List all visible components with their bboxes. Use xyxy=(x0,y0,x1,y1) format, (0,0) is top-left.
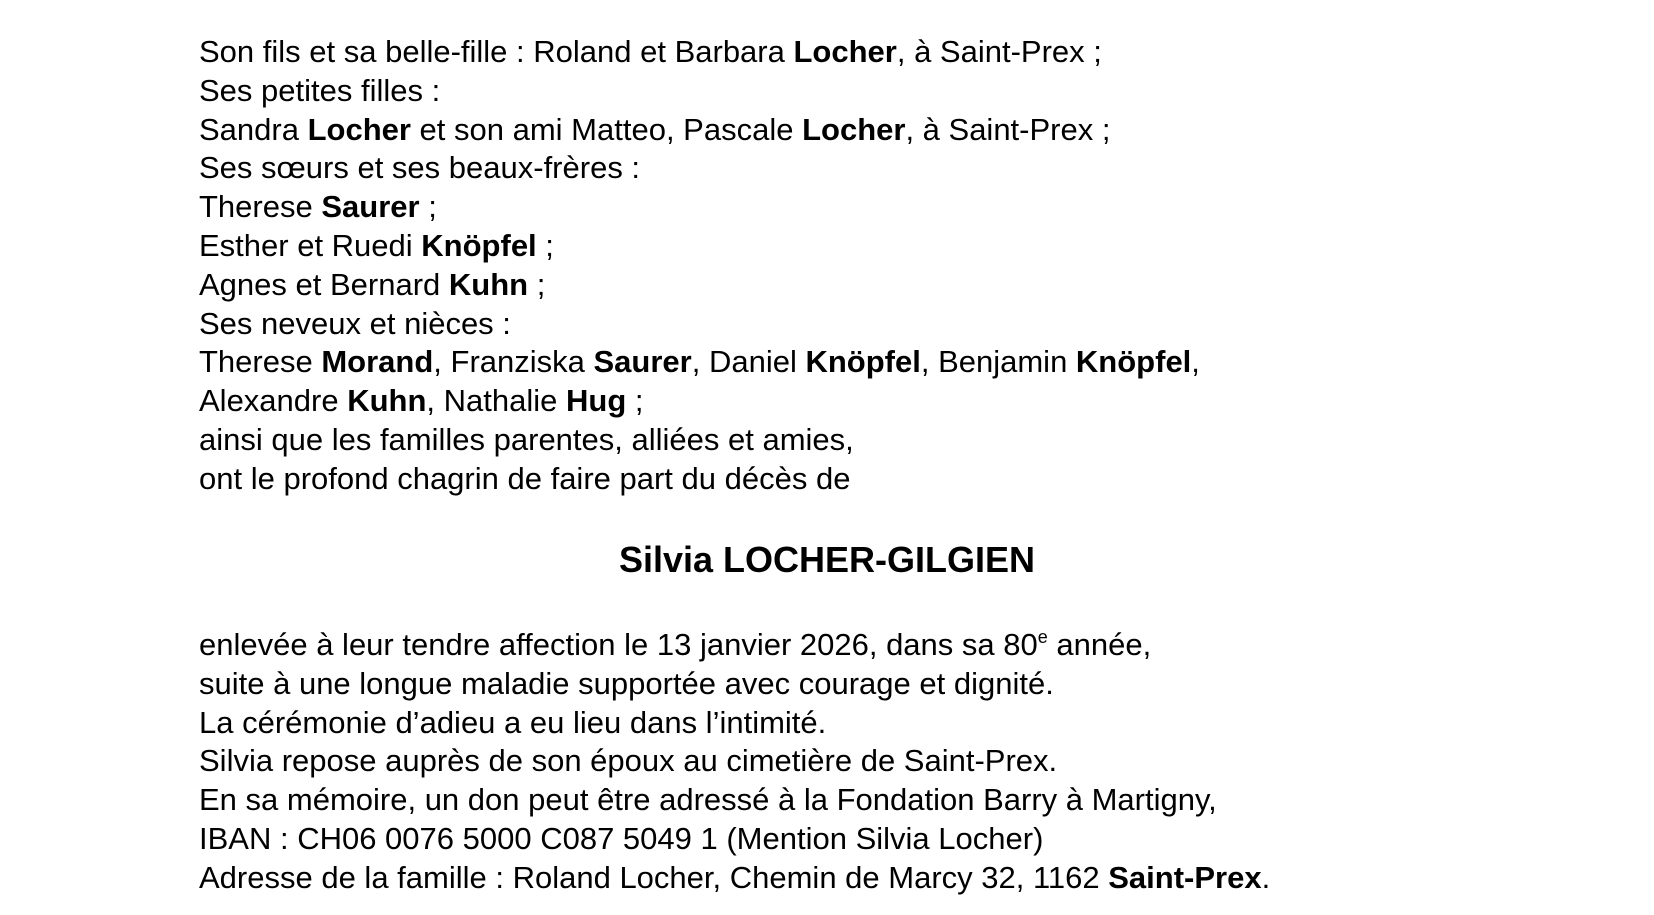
illness-line: suite à une longue maladie supportée avec courage et dignité. xyxy=(199,665,1054,701)
sister-line-1: Therese Saurer ; xyxy=(199,189,437,225)
passing-line: enlevée à leur tendre affection le 13 janvier 2026, dans sa 80e année, xyxy=(199,627,1152,662)
nephews-heading: Ses neveux et nièces : xyxy=(199,305,511,341)
resting-place-line: Silvia repose auprès de son époux au cimetière de Saint-Prex. xyxy=(199,743,1058,779)
granddaughters-line: Sandra Locher et son ami Matteo, Pascale Locher, à Saint-Prex ; xyxy=(199,111,1111,147)
sisters-heading: Ses sœurs et ses beaux-frères : xyxy=(199,150,641,186)
family-address-line: Adresse de la famille : Roland Locher, Chemin de Marcy 32, 1162 Saint-Prex. xyxy=(199,859,1271,895)
sister-line-2: Esther et Ruedi Knöpfel ; xyxy=(199,227,554,263)
family-list xyxy=(199,33,1200,499)
nephews-line-2: Alexandre Kuhn, Nathalie Hug ; xyxy=(199,383,644,419)
son-line: Son fils et sa belle-fille : Roland et Barbara Locher, à Saint-Prex ; xyxy=(199,34,1102,69)
iban-line: IBAN : CH06 0076 5000 C087 5049 1 (Mention Silvia Locher) xyxy=(199,820,1044,856)
ceremony-line: La cérémonie d’adieu a eu lieu dans l’intimité. xyxy=(199,704,827,740)
announcement-line: ont le profond chagrin de faire part du décès de xyxy=(199,460,851,496)
obituary-details xyxy=(199,626,1270,898)
relatives-line: ainsi que les familles parentes, alliées et amies, xyxy=(199,421,854,457)
sister-line-3: Agnes et Bernard Kuhn ; xyxy=(199,266,546,302)
nephews-line-1: Therese Morand, Franziska Saurer, Daniel Knöpfel, Benjamin Knöpfel, xyxy=(199,344,1200,380)
deceased-name: Silvia LOCHER-GILGIEN xyxy=(618,539,1036,580)
donation-line: En sa mémoire, un don peut être adressé à la Fondation Barry à Martigny, xyxy=(199,782,1217,818)
granddaughters-heading: Ses petites filles : xyxy=(199,72,441,108)
